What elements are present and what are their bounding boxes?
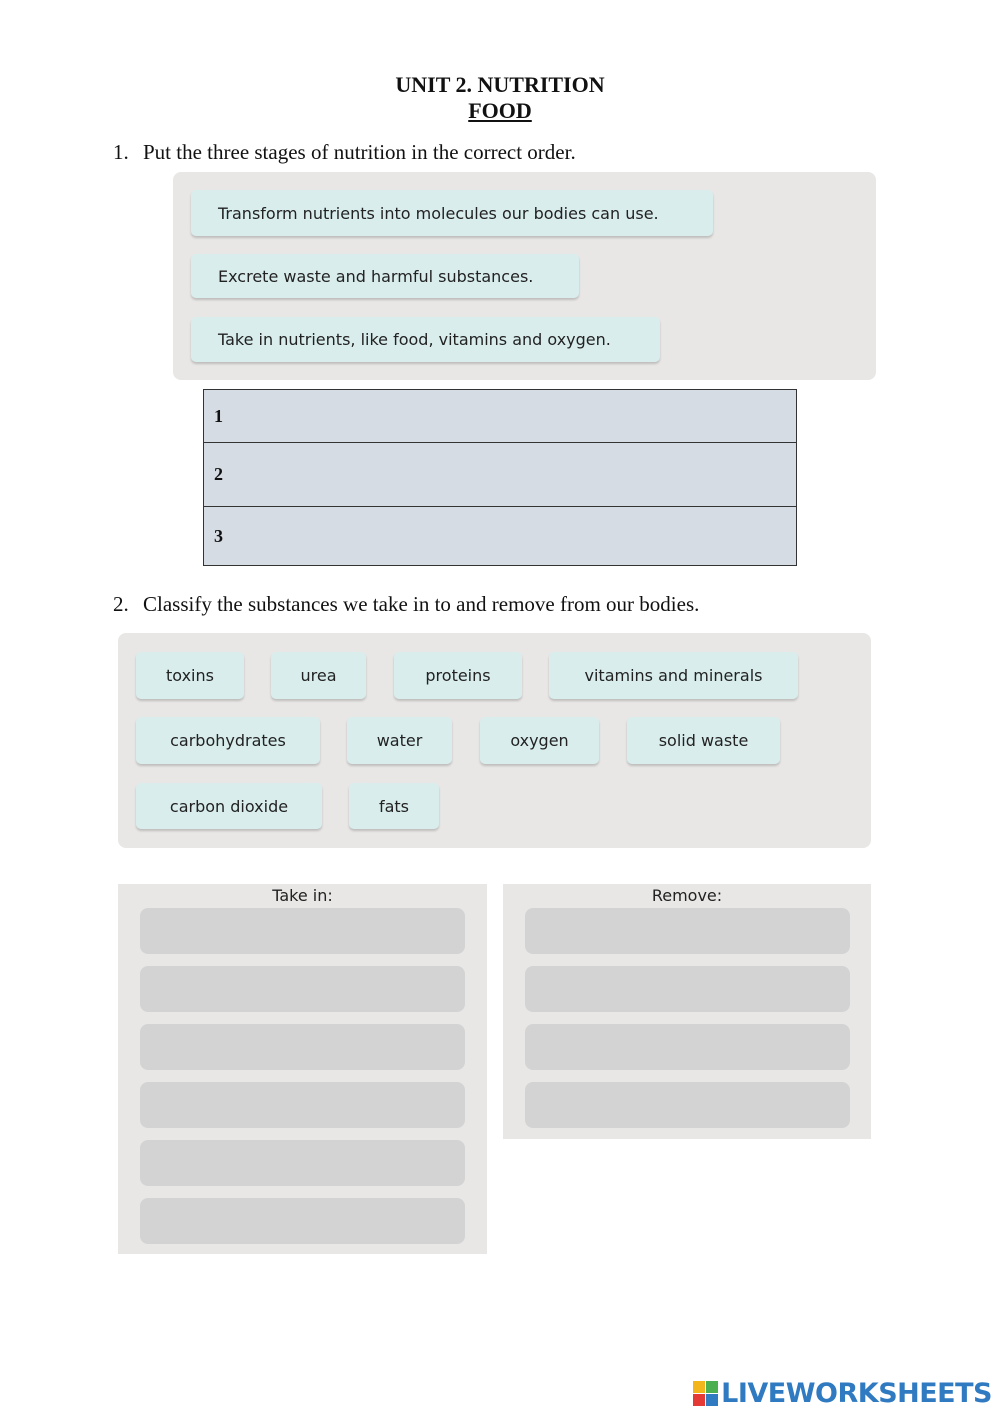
question-2-number: 2. <box>113 592 129 616</box>
take-in-slot[interactable] <box>140 1024 465 1070</box>
substance-chip[interactable]: urea <box>271 652 366 699</box>
take-in-slot[interactable] <box>140 1198 465 1244</box>
stages-options-panel <box>173 172 876 380</box>
topic-title: FOOD <box>468 98 532 123</box>
worksheet-title: UNIT 2. NUTRITION <box>395 72 605 97</box>
take-in-dropzone <box>118 884 487 1254</box>
question-1-number: 1. <box>113 140 129 164</box>
substance-chip[interactable]: proteins <box>394 652 522 699</box>
liveworksheets-logo <box>693 1378 992 1409</box>
take-in-slot[interactable] <box>140 1140 465 1186</box>
substances-panel <box>118 633 871 848</box>
stages-order-table <box>203 389 797 566</box>
question-1 <box>113 140 576 165</box>
remove-slot[interactable] <box>525 1082 850 1128</box>
stage-option[interactable]: Transform nutrients into molecules our bodies can use. <box>191 190 713 236</box>
substance-chip[interactable]: carbon dioxide <box>136 783 322 829</box>
take-in-slot[interactable] <box>140 908 465 954</box>
take-in-slot[interactable] <box>140 1082 465 1128</box>
remove-slot[interactable] <box>525 1024 850 1070</box>
substance-chip[interactable]: fats <box>349 783 439 829</box>
liveworksheets-brand: LIVEWORKSHEETS <box>721 1378 992 1409</box>
topic-title-wrap <box>0 98 1000 124</box>
remove-slot[interactable] <box>525 966 850 1012</box>
order-row[interactable] <box>204 507 797 566</box>
remove-label: Remove: <box>651 886 723 905</box>
substance-chip[interactable]: vitamins and minerals <box>549 652 798 699</box>
order-row-number: 1 <box>204 390 797 443</box>
substance-chip[interactable]: oxygen <box>480 717 599 764</box>
liveworksheets-logo-icon <box>693 1381 719 1407</box>
order-row[interactable] <box>204 390 797 443</box>
take-in-slot[interactable] <box>140 966 465 1012</box>
question-2-text: Classify the substances we take in to and remove from our bodies. <box>143 592 700 616</box>
remove-slot[interactable] <box>525 908 850 954</box>
substance-chip[interactable]: carbohydrates <box>136 717 320 764</box>
substance-chip[interactable]: toxins <box>136 652 244 699</box>
stage-option[interactable]: Take in nutrients, like food, vitamins and oxygen. <box>191 317 660 362</box>
substance-chip[interactable]: solid waste <box>627 717 780 764</box>
question-1-text: Put the three stages of nutrition in the correct order. <box>143 140 576 164</box>
substance-chip[interactable]: water <box>347 717 452 764</box>
stage-option[interactable]: Excrete waste and harmful substances. <box>191 254 579 298</box>
order-row-number: 3 <box>204 507 797 566</box>
order-row-number: 2 <box>204 443 797 507</box>
order-row[interactable] <box>204 443 797 507</box>
take-in-label: Take in: <box>272 886 333 905</box>
question-2 <box>113 592 699 617</box>
remove-dropzone <box>503 884 871 1139</box>
